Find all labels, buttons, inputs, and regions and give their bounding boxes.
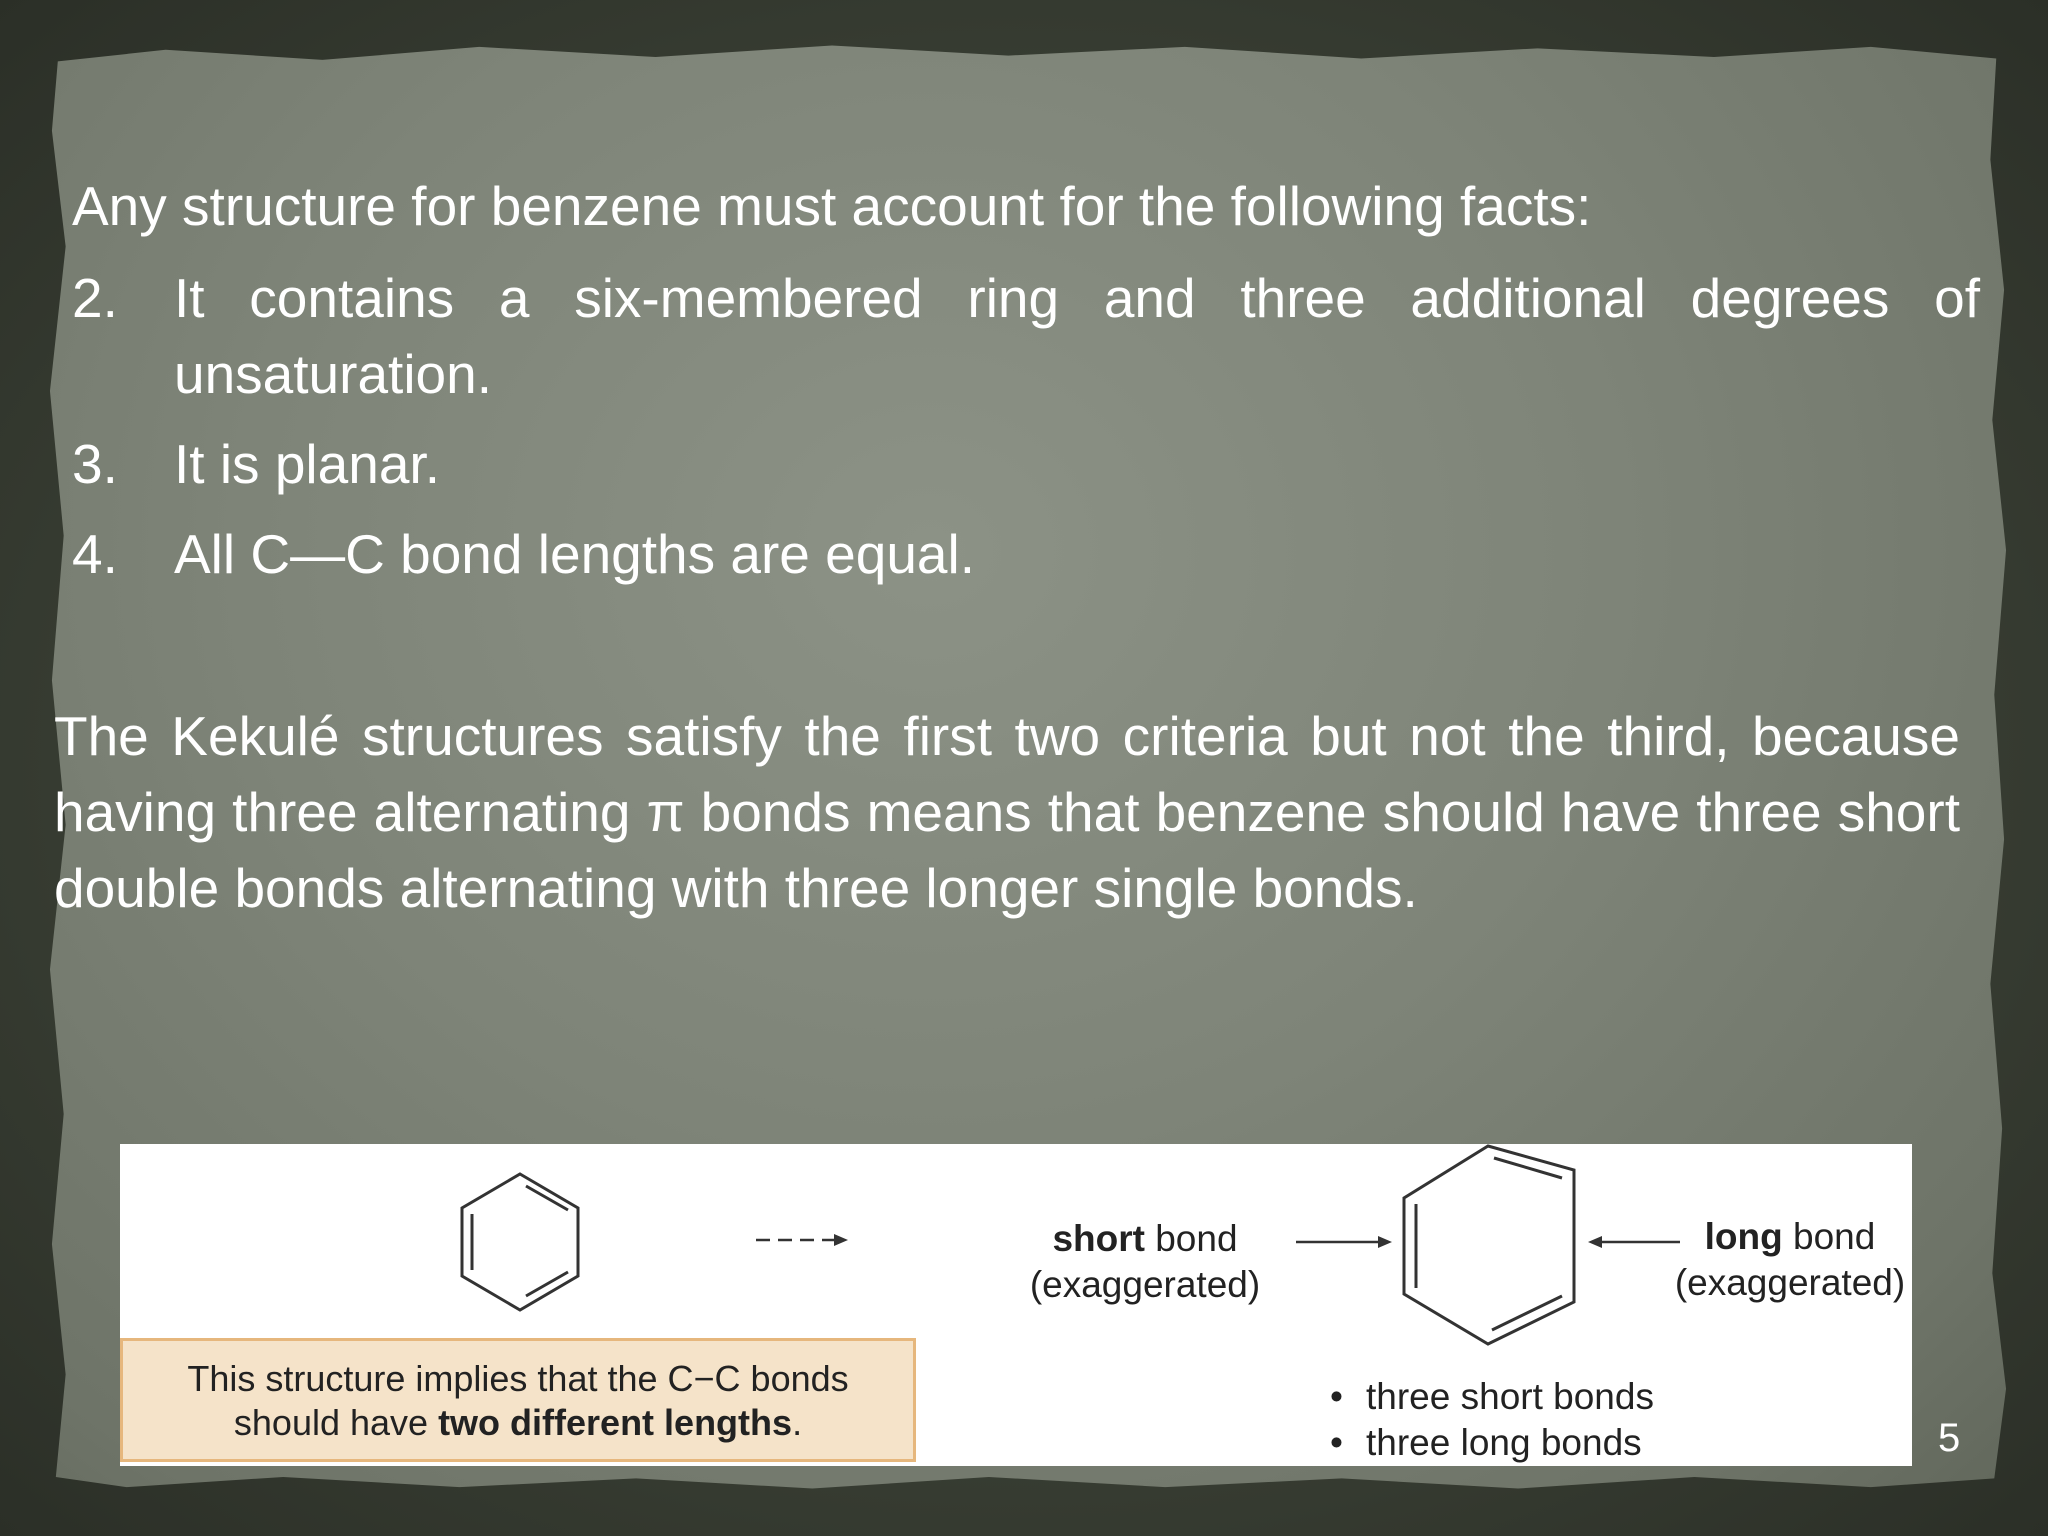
kekule-benzene-icon (450, 1168, 590, 1318)
fact-number: 2. (72, 267, 118, 329)
dashed-arrow-icon (754, 1228, 850, 1252)
fact-text: It is planar. (174, 433, 440, 495)
fact-number: 3. (72, 433, 118, 495)
bullet-item: • three short bonds (1330, 1374, 1654, 1420)
arrow-right-icon (1294, 1230, 1394, 1254)
bond-bullets (1330, 1374, 1654, 1466)
kekule-paragraph: The Kekulé structures satisfy the first two criteria but not the third, because having three alternating π bonds means that benzene should have three short double bonds alternating with three longer single bonds. (54, 705, 1960, 919)
bullet-item: • three long bonds (1330, 1420, 1654, 1466)
fact-item (72, 516, 1980, 592)
fact-number: 4. (72, 523, 118, 585)
bond-length-callout: This structure implies that the C−C bonds should have two different lengths. (120, 1338, 916, 1462)
fact-item (72, 260, 1980, 412)
intro-text: Any structure for benzene must account for the following facts: (72, 175, 1592, 237)
long-bond-label: long bond (exaggerated) (1674, 1216, 1906, 1303)
exaggerated-benzene-icon (1390, 1144, 1590, 1354)
fact-text: It contains a six-membered ring and three additional degrees of unsaturation. (174, 267, 1980, 405)
benzene-figure (120, 1144, 1912, 1466)
fact-item (72, 426, 1980, 502)
short-bond-label: short bond (exaggerated) (1029, 1218, 1261, 1305)
slide-number: 5 (1938, 1416, 1961, 1460)
fact-text: All C—C bond lengths are equal. (174, 523, 976, 585)
